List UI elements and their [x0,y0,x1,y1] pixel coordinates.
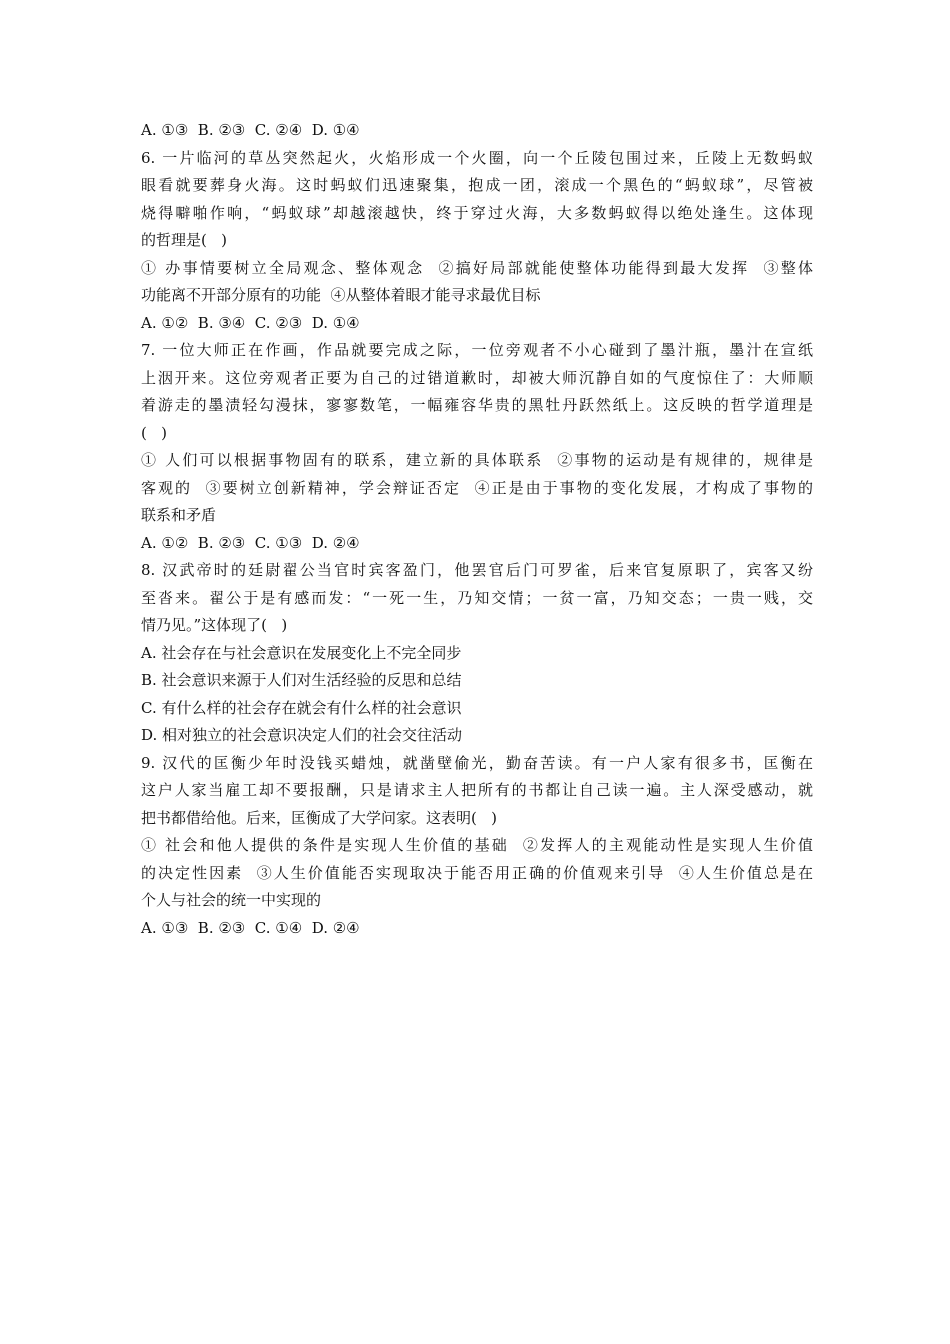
answer-options-q6: A. ①② B. ③④ C. ②③ D. ①④ [141,313,360,332]
question-6-statements-line-2: 功能离不开部分原有的功能 ④从整体着眼才能寻求最优目标 [141,286,541,304]
question-8-stem-line-3: 情乃见。”这体现了( ) [141,616,288,634]
question-7-statements-line-3: 联系和矛盾 [141,506,217,524]
question-9-statements-line-2: 的决定性因素 ③人生价值能否实现取决于能否用正确的价值观来引导 ④人生价值总是在 [141,863,813,882]
answer-options-q5: A. ①③ B. ②③ C. ②④ D. ①④ [141,121,360,139]
question-8-stem-line-1: 8. 汉武帝时的廷尉翟公当官时宾客盈门，他罢官后门可罗雀，后来官复原职了，宾客又纷 [141,561,813,579]
question-6-stem-line-3: 烧得噼啪作响，“蚂蚁球”却越滚越快，终于穿过火海，大多数蚂蚁得以绝处逢生。这体现 [141,203,813,222]
question-7-stem-line-3: 着游走的墨渍轻勾漫抹，寥寥数笔，一幅雍容华贵的黑牡丹跃然纸上。这反映的哲学道理是 [141,396,813,414]
question-9-statements-line-3: 个人与社会的统一中实现的 [141,891,322,909]
document-page [141,117,813,942]
question-9-stem-line-1: 9. 汉代的匡衡少年时没钱买蜡烛，就凿壁偷光，勤奋苦读。有一户人家有很多书，匡衡在 [141,753,813,772]
question-9-stem-line-2: 这户人家当雇工却不要报酬，只是请求主人把所有的书都让自己读一遍。主人深受感动，就 [141,781,813,799]
question-7-statements-line-1: ① 人们可以根据事物固有的联系，建立新的具体联系 ②事物的运动是有规律的，规律是 [141,451,813,469]
answer-options-q9: A. ①③ B. ②③ C. ①④ D. ②④ [141,918,360,937]
question-7-stem-line-2: 上洇开来。这位旁观者正要为自己的过错道歉时，却被大师沉静自如的气度惊住了：大师顺 [141,368,813,387]
question-8-option-c: C. 有什么样的社会存在就会有什么样的社会意识 [141,698,462,717]
question-9-stem-line-3: 把书都借给他。后来，匡衡成了大学问家。这表明( ) [141,808,498,827]
question-8-option-b: B. 社会意识来源于人们对生活经验的反思和总结 [141,671,462,689]
question-7-statements-line-2: 客观的 ③要树立创新精神，学会辩证否定 ④正是由于事物的变化发展，才构成了事物的 [141,478,813,497]
question-6-stem-line-2: 眼看就要葬身火海。这时蚂蚁们迅速聚集，抱成一团，滚成一个黑色的“蚂蚁球”，尽管被 [141,176,813,194]
question-7-stem-line-4: ( ) [141,423,168,442]
question-6-stem-line-4: 的哲理是( ) [141,231,228,249]
question-8-option-a: A. 社会存在与社会意识在发展变化上不完全同步 [141,643,462,662]
answer-options-q7: A. ①② B. ②③ C. ①③ D. ②④ [141,533,360,552]
question-6-stem-line-1: 6. 一片临河的草丛突然起火，火焰形成一个火圈，向一个丘陵包围过来，丘陵上无数蚂蚁 [141,148,813,167]
question-8-stem-line-2: 至沓来。翟公于是有感而发：“一死一生，乃知交情；一贫一富，乃知交态；一贵一贱，交 [141,588,813,607]
question-9-statements-line-1: ① 社会和他人提供的条件是实现人生价值的基础 ②发挥人的主观能动性是实现人生价值 [141,836,813,854]
question-8-option-d: D. 相对独立的社会意识决定人们的社会交往活动 [141,726,463,744]
question-7-stem-line-1: 7. 一位大师正在作画，作品就要完成之际，一位旁观者不小心碰到了墨汁瓶，墨汁在宣纸 [141,341,813,359]
question-6-statements-line-1: ① 办事情要树立全局观念、整体观念 ②搞好局部就能使整体功能得到最大发挥 ③整体 [141,258,813,277]
